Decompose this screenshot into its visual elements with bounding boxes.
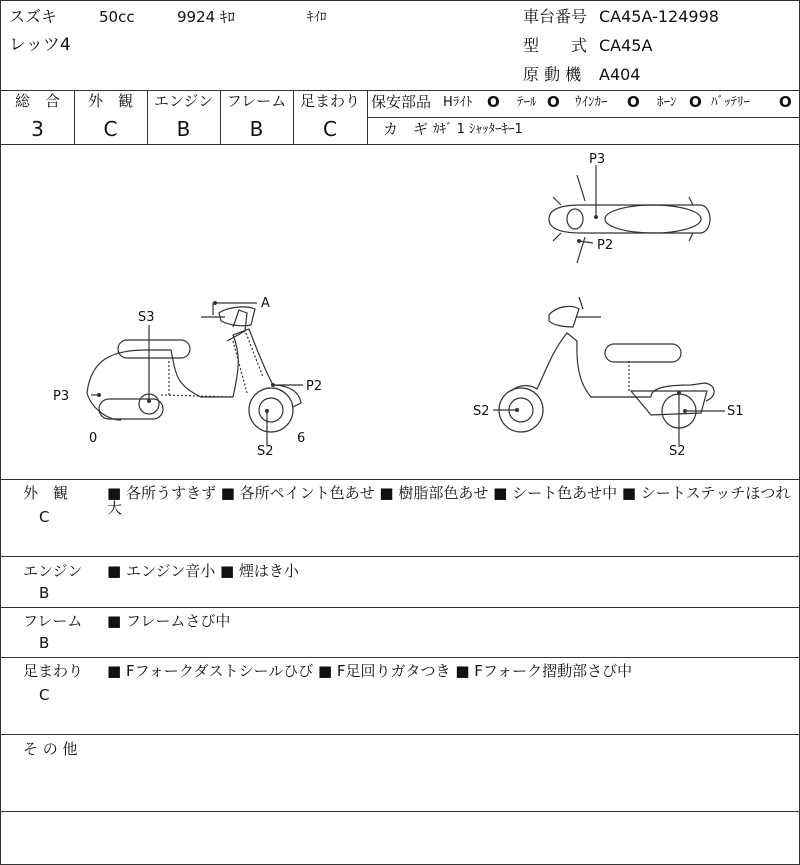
mileage: 9924 ｷﾛ <box>177 8 235 26</box>
model-name: レッツ4 <box>9 35 71 55</box>
grade-header-engine: エンジン <box>153 92 214 110</box>
grade-header-suspension: 足まわり <box>299 92 360 110</box>
safety-item-horn: ﾎｰﾝ <box>657 95 677 110</box>
scooter-right-side-view <box>499 297 714 432</box>
label-a: A <box>261 296 270 311</box>
displacement: 50cc <box>99 8 135 26</box>
grade-overall: 3 <box>31 117 44 141</box>
key-label: カ ギ <box>383 120 429 138</box>
grade-engine: B <box>176 117 191 141</box>
section-frame-label: フレーム <box>23 612 83 630</box>
safety-status-battery: O <box>779 93 792 111</box>
type-value: CA45A <box>599 36 653 55</box>
label-s3: S3 <box>138 310 155 325</box>
label-s2-left: S2 <box>257 444 274 459</box>
label-p3-top: P3 <box>589 152 606 167</box>
frame-label: 車台番号 <box>523 7 588 26</box>
frame-number: CA45A-124998 <box>599 7 719 26</box>
label-s2-right-a: S2 <box>473 404 490 419</box>
section-suspension-grade: C <box>39 686 50 704</box>
safety-label: 保安部品 <box>371 93 432 111</box>
maker: スズキ <box>9 7 58 26</box>
engine-code: A404 <box>599 65 641 84</box>
label-s1: S1 <box>727 404 744 419</box>
safety-status-tail: O <box>547 93 560 111</box>
safety-status-headlight: O <box>487 93 500 111</box>
grade-header-exterior: 外 観 <box>87 92 133 110</box>
section-frame-grade: B <box>39 634 50 652</box>
grade-header-frame: フレーム <box>226 92 287 110</box>
safety-status-winker: O <box>627 93 640 111</box>
mileage-unit: ｷｲﾛ <box>307 10 327 25</box>
grade-frame: B <box>249 117 264 141</box>
section-engine-items: ■ エンジン音小 ■ 煙はき小 <box>107 562 299 580</box>
label-p3-left: P3 <box>53 389 70 404</box>
grade-header-overall: 総 合 <box>14 92 60 110</box>
scooter-diagram <box>1 145 800 479</box>
label-p2-top: P2 <box>597 238 614 253</box>
grade-exterior: C <box>103 117 118 141</box>
scooter-top-view <box>549 175 710 263</box>
safety-item-tail: ﾃｰﾙ <box>517 95 537 110</box>
safety-status-horn: O <box>689 93 702 111</box>
section-engine-label: エンジン <box>23 562 83 580</box>
safety-item-battery: ﾊﾞｯﾃﾘｰ <box>711 95 750 110</box>
section-engine-grade: B <box>39 584 50 602</box>
label-s2-right-b: S2 <box>669 444 686 459</box>
safety-item-headlight: Hﾗｲﾄ <box>443 95 473 110</box>
section-suspension-label: 足まわり <box>23 662 84 680</box>
section-exterior-items: ■ 各所うすきず ■ 各所ペイント色あせ ■ 樹脂部色あせ ■ シート色あせ中 ■ シートステッチほつれ大 <box>107 484 791 517</box>
grade-suspension: C <box>323 117 337 141</box>
section-exterior-label: 外 観 <box>23 484 69 502</box>
section-frame-items: ■ フレームさび中 <box>107 612 231 630</box>
scooter-left-side-view <box>87 303 301 432</box>
safety-item-winker: ｳｲﾝｶｰ <box>575 95 608 110</box>
key-value: ｶｷﾞ 1 ｼｬｯﾀｰｷｰ1 <box>433 122 523 137</box>
section-suspension-items: ■ Fフォークダストシールひび ■ F足回りガタつき ■ Fフォーク摺動部さび中 <box>107 662 633 680</box>
section-other-label: そ の 他 <box>23 740 78 758</box>
section-exterior-grade: C <box>39 508 50 526</box>
engine-label: 原 動 機 <box>523 65 582 84</box>
type-label: 型 式 <box>523 36 588 55</box>
label-zero: 0 <box>89 431 98 446</box>
label-six: 6 <box>297 431 306 446</box>
label-p2-left: P2 <box>306 379 323 394</box>
